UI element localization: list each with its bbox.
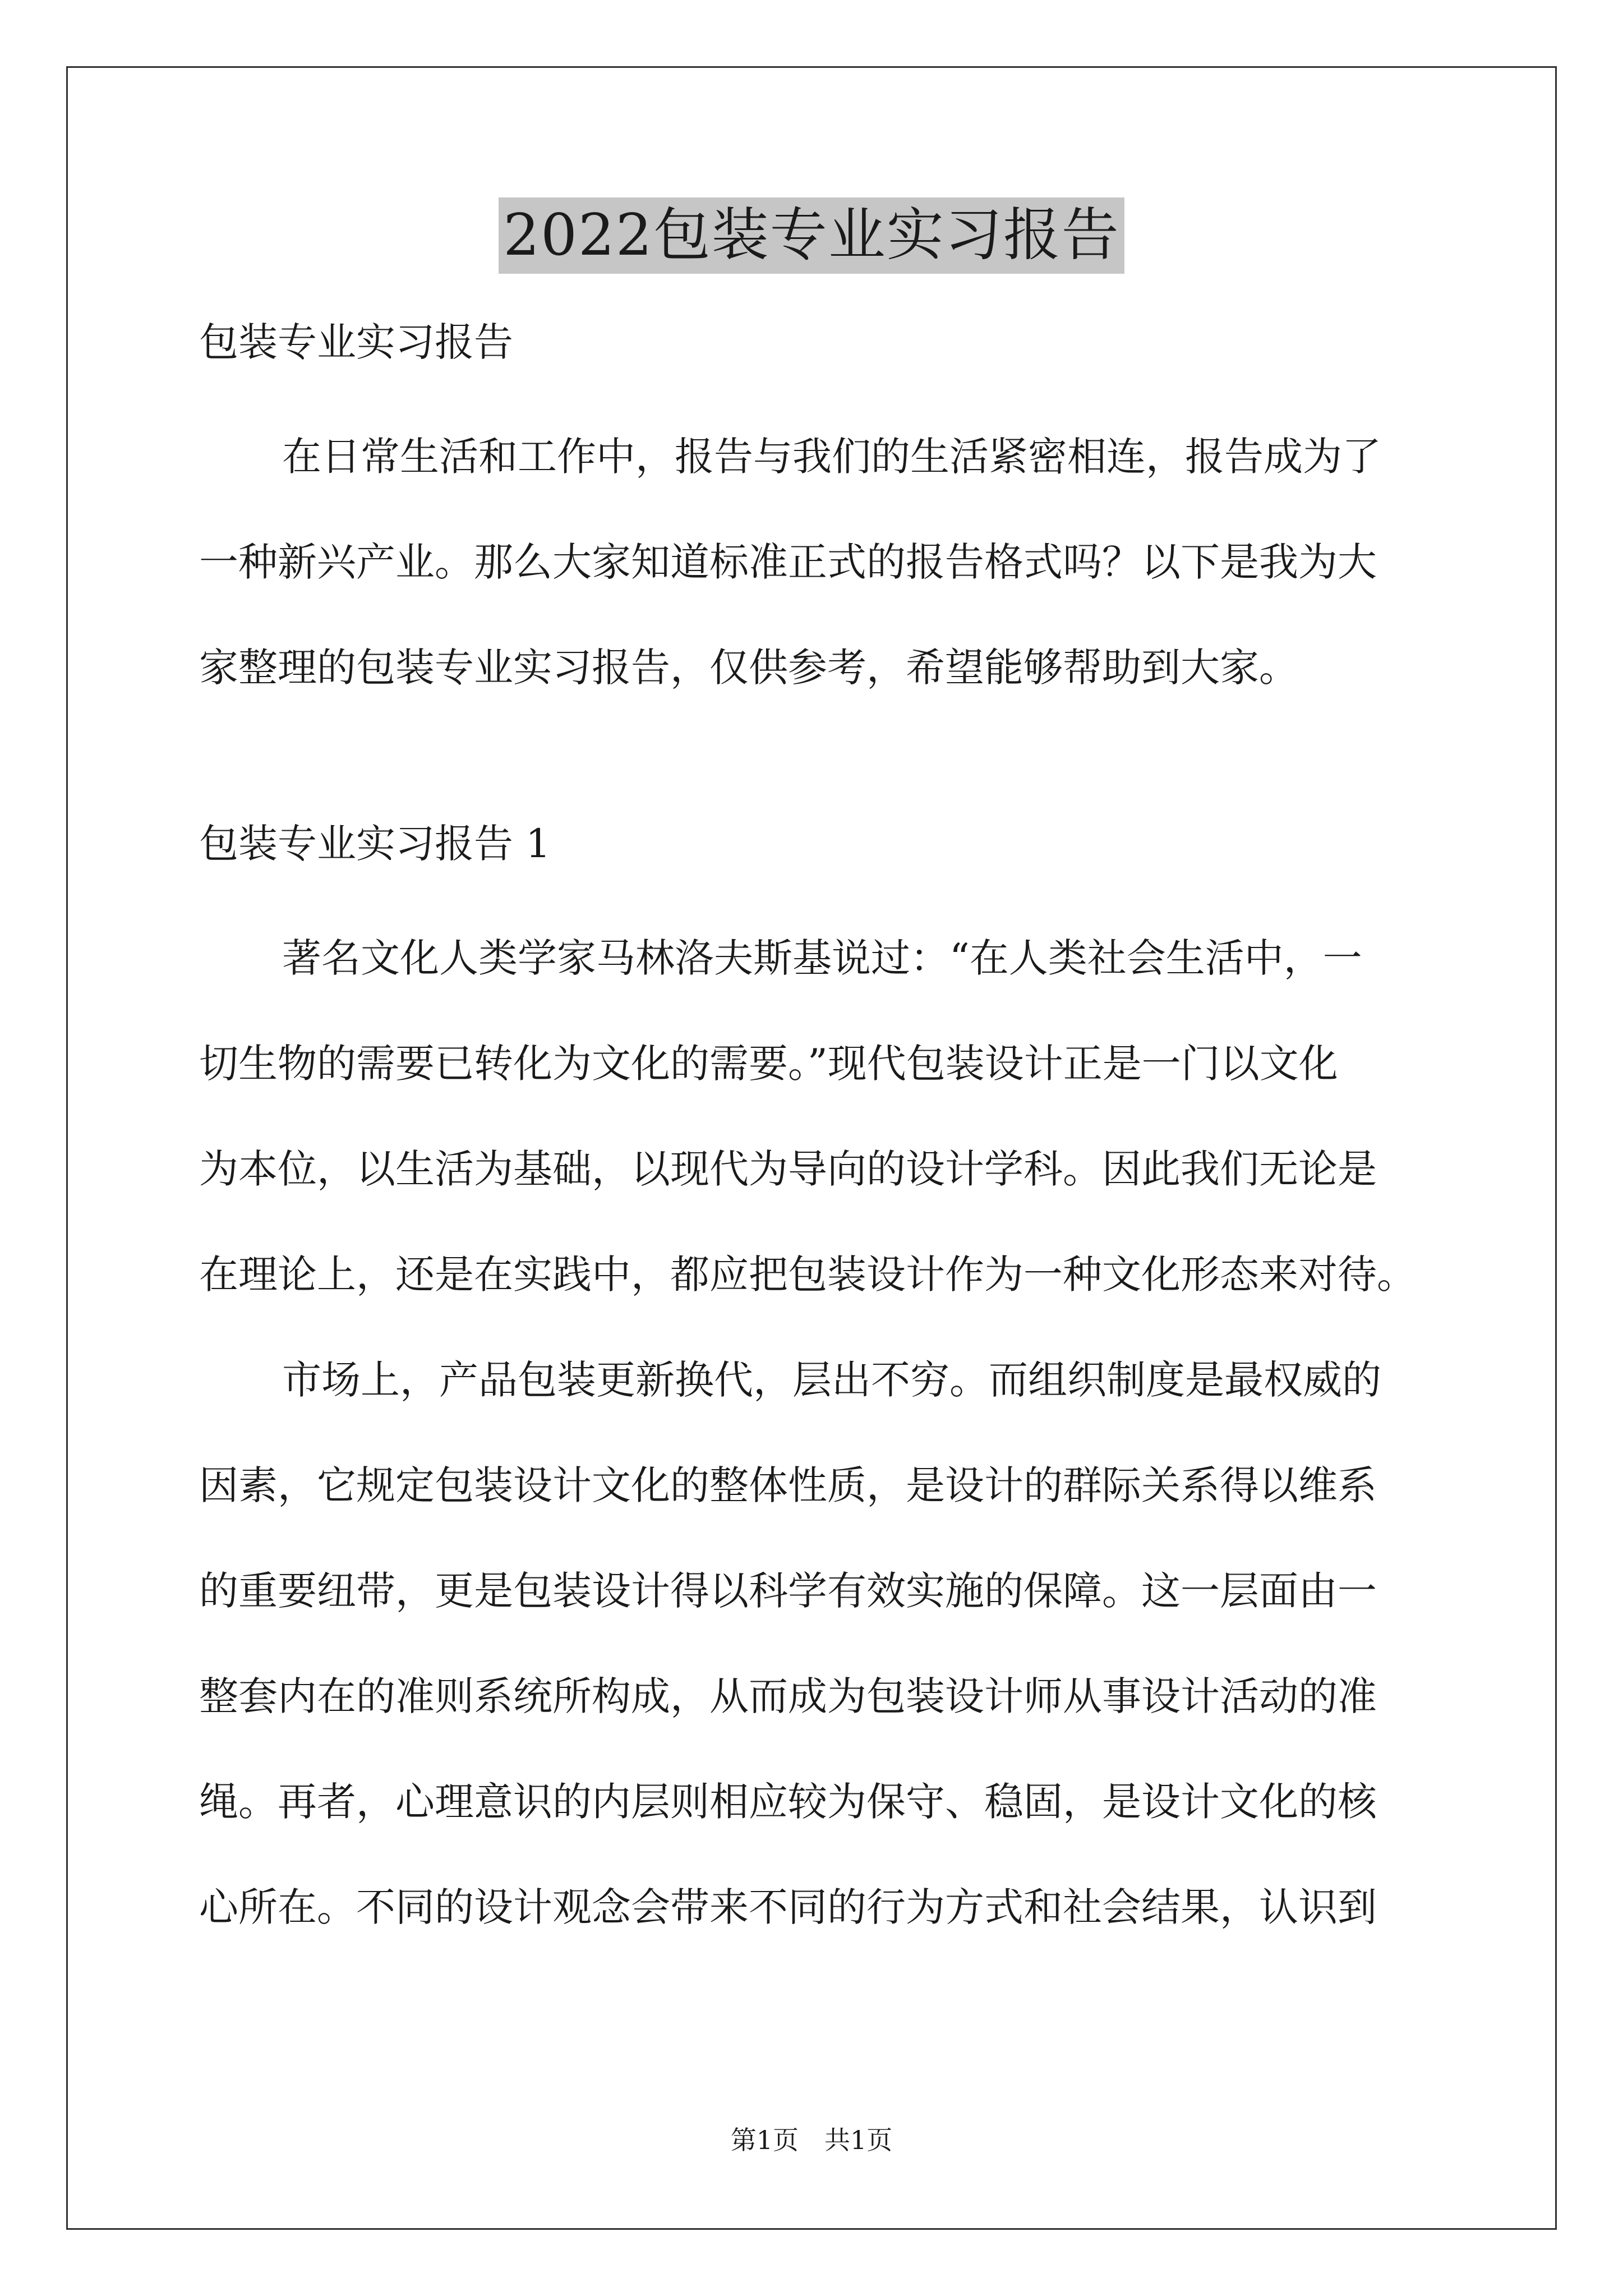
page-footer: 第1页 共1页 bbox=[730, 2125, 893, 2155]
intro-line-1: 在日常生活和工作中，报告与我们的生活紧密相连，报告成为了 bbox=[282, 434, 1381, 480]
section1-p2-line-2: 因素，它规定包装设计文化的整体性质，是设计的群际关系得以维系 bbox=[199, 1462, 1377, 1508]
document-title: 2022包装专业实习报告 bbox=[499, 197, 1124, 274]
section1-paragraph-1 bbox=[199, 905, 1433, 1327]
section1-p2-line-4: 整套内在的准则系统所构成，从而成为包装设计师从事设计活动的准 bbox=[199, 1673, 1377, 1719]
section1-p1-line-2: 切生物的需要已转化为文化的需要。”现代包装设计正是一门以文化 bbox=[199, 1041, 1338, 1087]
intro-line-2: 一种新兴产业。那么大家知道标准正式的报告格式吗？以下是我为大 bbox=[199, 539, 1377, 585]
section1-p1-line-4: 在理论上，还是在实践中，都应把包装设计作为一种文化形态来对待。 bbox=[199, 1251, 1416, 1297]
document-body bbox=[199, 314, 1433, 1960]
section1-p1-line-1: 著名文化人类学家马林洛夫斯基说过：“在人类社会生活中，一 bbox=[282, 935, 1362, 981]
section1-paragraph-2 bbox=[199, 1327, 1433, 1960]
section-heading: 包装专业实习报告 1 bbox=[199, 821, 551, 867]
title-container bbox=[0, 197, 1623, 274]
section1-p2-line-1: 市场上，产品包装更新换代，层出不穷。而组织制度是最权威的 bbox=[282, 1357, 1381, 1403]
section1-p1-line-3: 为本位，以生活为基础，以现代为导向的设计学科。因此我们无论是 bbox=[199, 1146, 1377, 1192]
section1-p2-line-3: 的重要纽带，更是包装设计得以科学有效实施的保障。这一层面由一 bbox=[199, 1568, 1377, 1614]
section1-p2-line-6: 心所在。不同的设计观念会带来不同的行为方式和社会结果，认识到 bbox=[199, 1884, 1377, 1930]
intro-line-3: 家整理的包装专业实习报告，仅供参考，希望能够帮助到大家。 bbox=[199, 645, 1298, 691]
section1-p2-line-5: 绳。再者，心理意识的内层则相应较为保守、稳固，是设计文化的核 bbox=[199, 1779, 1377, 1825]
document-subtitle: 包装专业实习报告 bbox=[199, 319, 513, 365]
intro-paragraph bbox=[199, 404, 1433, 720]
